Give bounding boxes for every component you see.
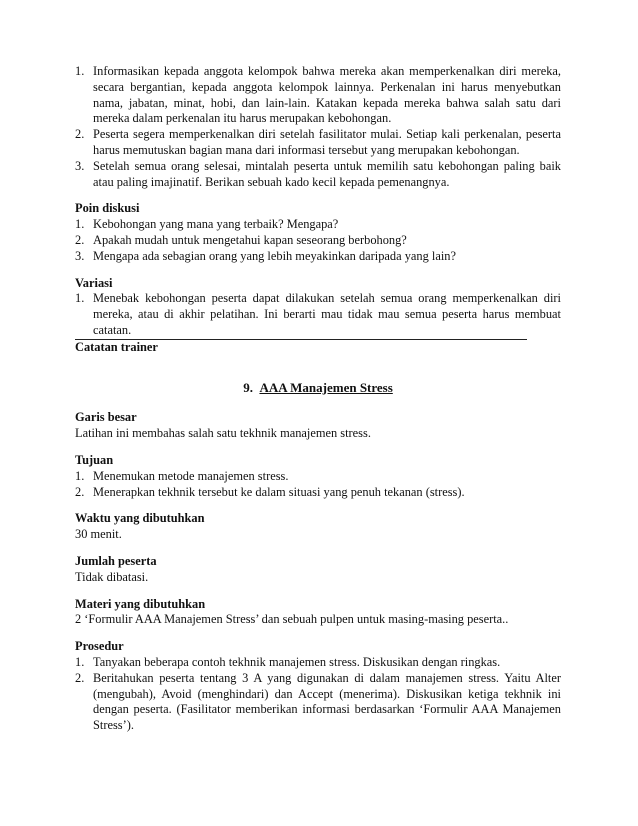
- list-item: [75, 291, 561, 338]
- section-heading: Waktu yang dibutuhkan: [75, 511, 205, 526]
- section-heading: Jumlah peserta: [75, 553, 157, 568]
- list-text: Peserta segera memperkenalkan diri setelah fasilitator mulai. Setiap kali perkenalan, peserta harus memutuskan bagian mana dari informasi tersebut yang merupakan kebohongan.: [93, 127, 561, 157]
- list-number: 3.: [75, 248, 85, 263]
- jumlah-peserta-section: [75, 554, 561, 586]
- list-text: Kebohongan yang mana yang terbaik? Mengapa?: [93, 217, 339, 232]
- list-number: 3.: [75, 158, 85, 173]
- list-number: 1.: [75, 468, 85, 483]
- list-item: [75, 485, 561, 501]
- section-heading: Prosedur: [75, 639, 124, 654]
- activity-title-text: AAA Manajemen Stress: [259, 379, 393, 395]
- list-number: 1.: [75, 654, 85, 669]
- poin-diskusi-section: [75, 201, 561, 264]
- section-heading: Materi yang dibutuhkan: [75, 596, 206, 611]
- poin-diskusi-list: [75, 217, 561, 264]
- list-text: Mengapa ada sebagian orang yang lebih meyakinkan daripada yang lain?: [93, 248, 456, 263]
- tujuan-section: [75, 453, 561, 500]
- list-item: [75, 655, 561, 671]
- waktu-section: [75, 511, 561, 543]
- section-text: 2 ‘Formulir AAA Manajemen Stress’ dan sebuah pulpen untuk masing-masing peserta..: [75, 612, 509, 627]
- list-number: 2.: [75, 670, 85, 685]
- list-item: [75, 671, 561, 734]
- prosedur-section: [75, 639, 561, 734]
- prosedur-list: [75, 655, 561, 734]
- activity-number: 9.: [243, 379, 253, 395]
- catatan-trainer-heading: Catatan trainer: [75, 339, 158, 354]
- variasi-section: [75, 276, 561, 356]
- section-heading: Tujuan: [75, 452, 114, 467]
- section-heading: Garis besar: [75, 410, 137, 425]
- list-text: Beritahukan peserta tentang 3 A yang digunakan di dalam manajemen stress. Yaitu Alter (mengubah), Avoid (menghindari) dan Accept (menerima). Diskusikan ketiga tekhnik ini dengan peserta. (Fasilitator memberikan informasi berdasarkan ‘Formulir AAA Manajemen Stress’).: [93, 670, 561, 733]
- list-number: 2.: [75, 232, 85, 247]
- section-heading: Poin diskusi: [75, 201, 140, 216]
- document-page: [75, 64, 561, 734]
- list-number: 1.: [75, 217, 85, 232]
- activity-title: [75, 380, 561, 396]
- list-item: [75, 233, 561, 249]
- section-text: 30 menit.: [75, 527, 122, 542]
- list-text: Menemukan metode manajemen stress.: [93, 468, 289, 483]
- list-number: 1.: [75, 64, 85, 78]
- garis-besar-section: [75, 410, 561, 442]
- list-text: Tanyakan beberapa contoh tekhnik manajemen stress. Diskusikan dengan ringkas.: [93, 654, 501, 669]
- materi-section: [75, 597, 561, 629]
- list-text: Menebak kebohongan peserta dapat dilakukan setelah semua orang memperkenalkan diri mereka, atau di akhir pelatihan. Ini berarti mau tidak mau semua peserta harus membuat catatan.: [93, 291, 561, 337]
- list-text: Menerapkan tekhnik tersebut ke dalam situasi yang penuh tekanan (stress).: [93, 484, 465, 499]
- list-item: [75, 249, 561, 265]
- section-heading: Variasi: [75, 275, 113, 290]
- intro-steps-list: [75, 64, 561, 190]
- list-number: 1.: [75, 291, 85, 306]
- list-number: 2.: [75, 127, 85, 142]
- list-item: [75, 64, 561, 127]
- list-item: [75, 217, 561, 233]
- section-text: Latihan ini membahas salah satu tekhnik manajemen stress.: [75, 426, 371, 441]
- list-item: [75, 469, 561, 485]
- section-text: Tidak dibatasi.: [75, 569, 149, 584]
- variasi-list: [75, 291, 561, 338]
- list-number: 2.: [75, 484, 85, 499]
- list-text: Apakah mudah untuk mengetahui kapan seseorang berbohong?: [93, 232, 407, 247]
- list-text: Setelah semua orang selesai, mintalah peserta untuk memilih satu kebohongan paling baik atau paling imajinatif. Berikan sebuah kado kecil kepada pemenangnya.: [93, 158, 561, 189]
- tujuan-list: [75, 469, 561, 501]
- list-item: [75, 159, 561, 191]
- list-item: [75, 127, 561, 159]
- list-text: Informasikan kepada anggota kelompok bahwa mereka akan memperkenalkan diri mereka, secara bergantian, kepada anggota kelompok lainnya. Perkenalan ini harus menyebutkan nama, jabatan, minat, hobi, dan lain-lain. Katakan kepada mereka bahwa salah satu dari mereka dalam perkenalan itu harus merupakan kebohongan.: [93, 64, 561, 126]
